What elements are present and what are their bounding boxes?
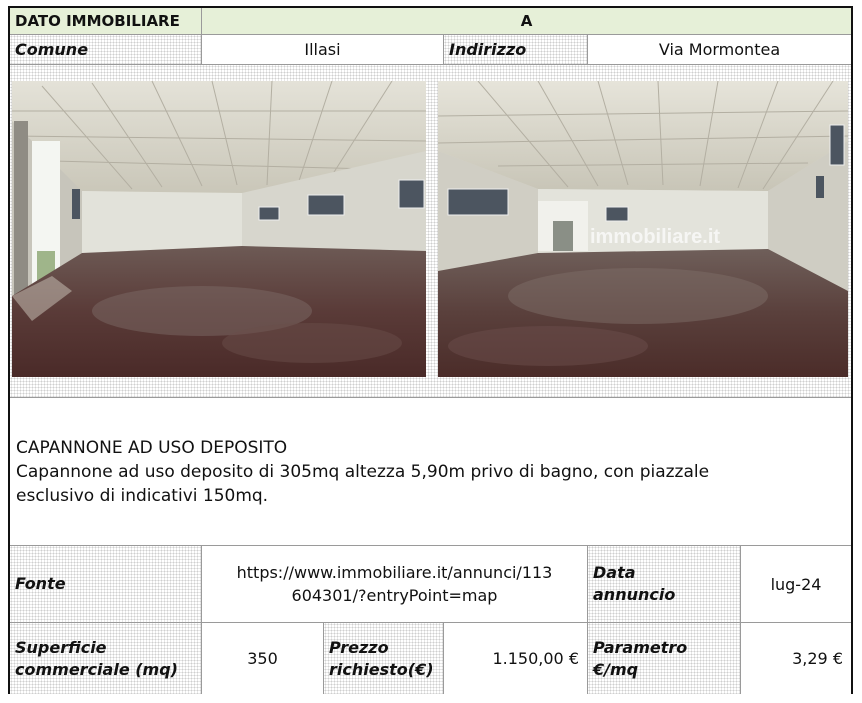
prezzo-label-line-1: Prezzo xyxy=(329,637,389,657)
prezzo-label-line-2: richiesto(€) xyxy=(329,659,434,679)
description-line-1: Capannone ad uso deposito di 305mq altezza 5,90m privo di bagno, con piazzale xyxy=(16,462,710,482)
comune-label: Comune xyxy=(10,35,202,65)
superficie-label xyxy=(10,623,202,694)
data-annuncio-label xyxy=(588,546,741,623)
fonte-url-line-2[interactable]: 604301/?entryPoint=map xyxy=(291,586,498,605)
header-row xyxy=(10,8,851,35)
sheet-title: DATO IMMOBILIARE xyxy=(10,8,202,35)
warehouse-photo-left xyxy=(12,81,426,377)
photos-section xyxy=(10,65,851,398)
parametro-label-line-1: Parametro xyxy=(593,637,688,657)
prezzo-label xyxy=(324,623,444,694)
property-sheet xyxy=(8,6,853,694)
metrics-row xyxy=(10,623,851,694)
description-title: CAPANNONE AD USO DEPOSITO xyxy=(16,438,288,458)
data-annuncio-label-line-1: Data xyxy=(593,563,636,582)
data-annuncio-label-line-2: annuncio xyxy=(593,585,676,604)
description-block xyxy=(10,398,851,546)
indirizzo-value: Via Mormontea xyxy=(588,35,851,65)
data-annuncio-value: lug-24 xyxy=(741,546,851,623)
parametro-label-line-2: €/mq xyxy=(593,659,639,679)
watermark-text: immobiliare.it xyxy=(590,226,721,248)
superficie-value: 350 xyxy=(202,623,324,694)
parametro-label xyxy=(588,623,741,694)
property-code: A xyxy=(202,8,851,35)
fonte-url-line-1[interactable]: https://www.immobiliare.it/annunci/113 xyxy=(236,563,553,582)
comune-value: Illasi xyxy=(202,35,444,65)
superficie-label-line-1: Superficie xyxy=(15,637,107,657)
description-line-2: esclusivo di indicativi 150mq. xyxy=(16,486,269,506)
warehouse-photo-right xyxy=(438,81,848,377)
prezzo-value: 1.150,00 € xyxy=(444,623,588,694)
fonte-url[interactable] xyxy=(202,546,588,623)
parametro-value: 3,29 € xyxy=(741,623,851,694)
fonte-label: Fonte xyxy=(10,546,202,623)
location-row xyxy=(10,35,851,65)
source-row xyxy=(10,546,851,623)
indirizzo-label: Indirizzo xyxy=(444,35,588,65)
superficie-label-line-2: commerciale (mq) xyxy=(15,659,178,679)
